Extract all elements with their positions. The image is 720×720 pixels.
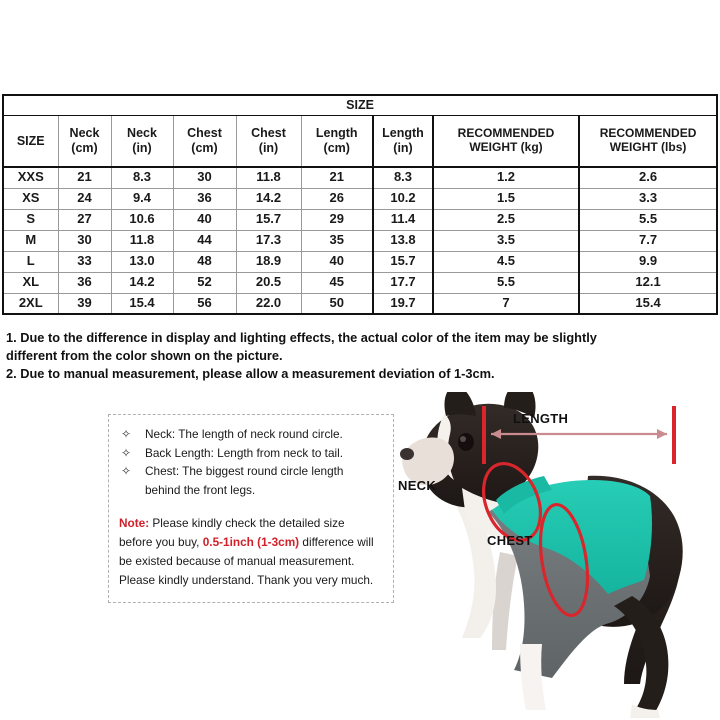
cell-len_in: 17.7 (373, 272, 433, 293)
cell-len_in: 13.8 (373, 230, 433, 251)
cell-neck_in: 9.4 (111, 188, 173, 209)
note-line-1: 1. Due to the difference in display and lighting effects, the actual color of the item may be slightly (6, 330, 597, 345)
table-title: SIZE (3, 95, 717, 115)
cell-chest_in: 20.5 (236, 272, 301, 293)
table-row (3, 209, 717, 230)
cell-len_in: 11.4 (373, 209, 433, 230)
cell-neck_cm: 24 (58, 188, 111, 209)
dog-eye-highlight (460, 436, 466, 442)
cell-neck_in: 13.0 (111, 251, 173, 272)
table-row (3, 188, 717, 209)
note-highlight: 0.5-1inch (1-3cm) (202, 534, 300, 549)
cell-w_lbs: 12.1 (579, 272, 717, 293)
chest-label: CHEST (487, 533, 533, 548)
dog-eye (458, 433, 474, 451)
cell-w_lbs: 2.6 (579, 167, 717, 188)
measurement-guide-box (108, 414, 394, 603)
note-line-2: different from the color shown on the picture. (6, 348, 283, 364)
cell-w_kg: 2.5 (433, 209, 579, 230)
column-header-weight-lbs: RECOMMENDED WEIGHT (lbs) (579, 115, 717, 167)
cell-size: XS (3, 188, 58, 209)
cell-chest_cm: 56 (173, 293, 236, 314)
cell-size: S (3, 209, 58, 230)
table-row (3, 251, 717, 272)
note-text-before: Please kindly check the detailed size before you buy, (119, 515, 345, 549)
cell-len_cm: 40 (301, 251, 373, 272)
measurement-definition-text: Back Length: Length from neck to tail. (145, 445, 344, 460)
cell-w_lbs: 7.7 (579, 230, 717, 251)
cell-chest_cm: 36 (173, 188, 236, 209)
cell-w_kg: 1.5 (433, 188, 579, 209)
cell-neck_in: 15.4 (111, 293, 173, 314)
cell-neck_in: 14.2 (111, 272, 173, 293)
measurement-definition-text: Chest: The biggest round circle length behind the front legs. (145, 464, 344, 497)
purchase-note (119, 514, 381, 590)
dog-front-leg-far (492, 552, 518, 650)
measurement-definition-item (119, 444, 381, 463)
cell-len_cm: 26 (301, 188, 373, 209)
cell-neck_cm: 21 (58, 167, 111, 188)
column-header-weight-kg: RECOMMENDED WEIGHT (kg) (433, 115, 579, 167)
cell-neck_cm: 36 (58, 272, 111, 293)
cell-w_lbs: 9.9 (579, 251, 717, 272)
diamond-bullet-icon: ✧ (121, 464, 132, 479)
column-header-size: SIZE (3, 115, 58, 167)
cell-chest_in: 22.0 (236, 293, 301, 314)
cell-chest_in: 11.8 (236, 167, 301, 188)
table-row (3, 167, 717, 188)
cell-neck_cm: 39 (58, 293, 111, 314)
cell-len_cm: 35 (301, 230, 373, 251)
cell-size: M (3, 230, 58, 251)
cell-len_cm: 21 (301, 167, 373, 188)
cell-chest_cm: 30 (173, 167, 236, 188)
diamond-bullet-icon: ✧ (121, 445, 132, 460)
cell-chest_cm: 44 (173, 230, 236, 251)
measurement-definition-text: Neck: The length of neck round circle. (145, 427, 343, 441)
table-row (3, 230, 717, 251)
cell-len_cm: 50 (301, 293, 373, 314)
cell-len_cm: 45 (301, 272, 373, 293)
column-header-length-in: Length (in) (373, 115, 433, 167)
table-header-row (3, 115, 717, 167)
length-end-marker (672, 406, 676, 464)
cell-size: XXS (3, 167, 58, 188)
length-start-marker (482, 406, 486, 464)
cell-w_kg: 5.5 (433, 272, 579, 293)
note-label: Note: (119, 515, 150, 530)
note-line-3: 2. Due to manual measurement, please allow a measurement deviation of 1-3cm. (6, 366, 495, 382)
length-arrow-head-right (657, 429, 667, 439)
cell-w_lbs: 3.3 (579, 188, 717, 209)
cell-len_in: 15.7 (373, 251, 433, 272)
cell-neck_in: 8.3 (111, 167, 173, 188)
cell-w_lbs: 5.5 (579, 209, 717, 230)
table-row (3, 293, 717, 314)
cell-w_kg: 1.2 (433, 167, 579, 188)
dog-ear-left (444, 392, 476, 416)
measurement-definition-list (119, 425, 381, 500)
note-text-after: difference will be existed because of manual measurement. Please kindly understand. Thank you very much. (119, 534, 374, 587)
dog-nose (400, 448, 414, 460)
table-body (3, 167, 717, 314)
cell-neck_cm: 30 (58, 230, 111, 251)
cell-len_cm: 29 (301, 209, 373, 230)
cell-w_kg: 4.5 (433, 251, 579, 272)
cell-size: L (3, 251, 58, 272)
cell-w_kg: 7 (433, 293, 579, 314)
length-label: LENGTH (513, 411, 569, 426)
cell-w_kg: 3.5 (433, 230, 579, 251)
cell-neck_in: 11.8 (111, 230, 173, 251)
cell-neck_cm: 33 (58, 251, 111, 272)
size-table-container (2, 94, 716, 315)
cell-chest_cm: 40 (173, 209, 236, 230)
cell-len_in: 19.7 (373, 293, 433, 314)
neck-label: NECK (398, 478, 437, 493)
measurement-definition-item (119, 425, 381, 444)
cell-chest_cm: 52 (173, 272, 236, 293)
column-header-neck-in: Neck (in) (111, 115, 173, 167)
table-row (3, 272, 717, 293)
cell-chest_in: 17.3 (236, 230, 301, 251)
cell-chest_in: 15.7 (236, 209, 301, 230)
cell-len_in: 10.2 (373, 188, 433, 209)
cell-w_lbs: 15.4 (579, 293, 717, 314)
column-header-length-cm: Length (cm) (301, 115, 373, 167)
disclaimer-notes (6, 329, 706, 383)
dog-illustration (392, 392, 720, 720)
column-header-chest-in: Chest (in) (236, 115, 301, 167)
cell-neck_in: 10.6 (111, 209, 173, 230)
column-header-neck-cm: Neck (cm) (58, 115, 111, 167)
cell-chest_cm: 48 (173, 251, 236, 272)
dog-photo-graphic (392, 392, 720, 720)
diamond-bullet-icon: ✧ (121, 427, 132, 441)
cell-neck_cm: 27 (58, 209, 111, 230)
size-chart-table (2, 94, 718, 315)
measurement-definition-item (119, 462, 381, 499)
cell-chest_in: 18.9 (236, 251, 301, 272)
cell-chest_in: 14.2 (236, 188, 301, 209)
table-title-row (3, 95, 717, 115)
cell-size: 2XL (3, 293, 58, 314)
cell-size: XL (3, 272, 58, 293)
column-header-chest-cm: Chest (cm) (173, 115, 236, 167)
cell-len_in: 8.3 (373, 167, 433, 188)
